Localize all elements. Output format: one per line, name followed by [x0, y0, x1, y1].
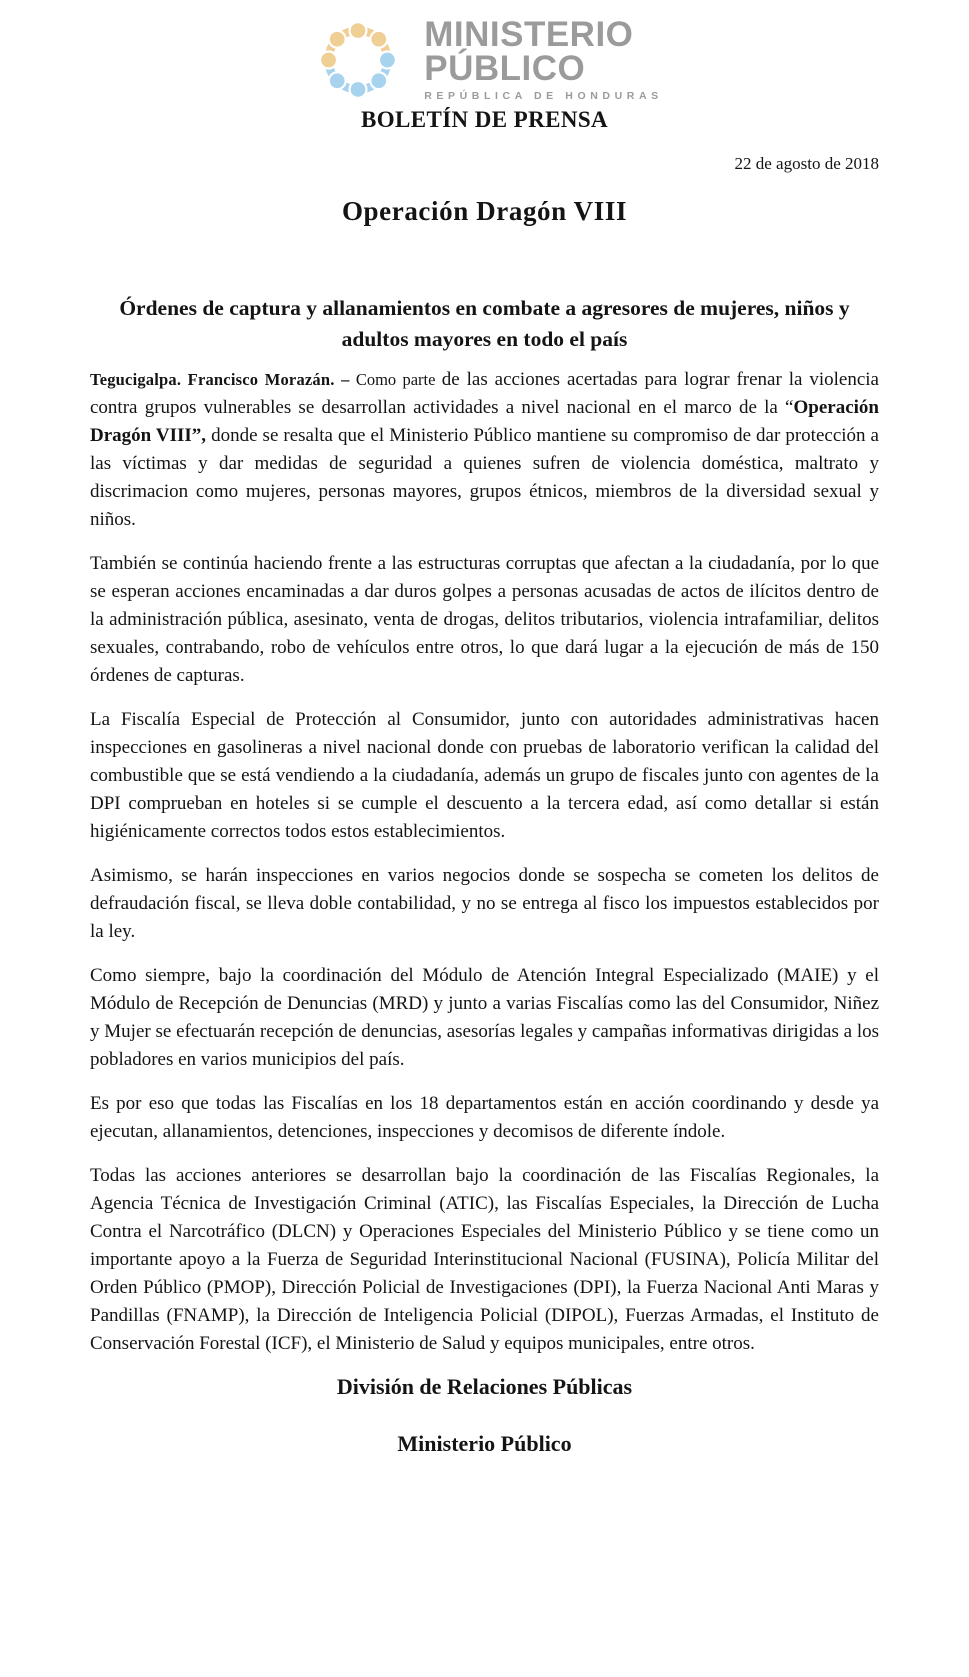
subtitle: Órdenes de captura y allanamientos en combate a agresores de mujeres, niños y adultos mayores en todo el país: [119, 296, 850, 351]
paragraph-2: También se continúa haciendo frente a las estructuras corruptas que afectan a la ciudadanía, por lo que se esperan acciones encaminadas a dar duros golpes a personas acusadas de actos de ilícitos dentro de la administración pública, asesinato, venta de drogas, delitos tributarios, violencia intrafamiliar, delitos sexuales, contrabando, robo de vehículos entre otros, lo que dará lugar a la ejecución de más de 150 órdenes de capturas.: [90, 553, 879, 687]
paragraph-7: Todas las acciones anteriores se desarrollan bajo la coordinación de las Fiscalías Regionales, la Agencia Técnica de Investigación Criminal (ATIC), las Fiscalías Especiales, la Dirección de Lucha Contra el Narcotráfico (DLCN) y Operaciones Especiales del Ministerio Público y se tiene como un importante apoyo a la Fuerza de Seguridad Interinstitucional Nacional (FUSINA), Policía Militar del Orden Público (PMOP), Dirección Policial de Investigaciones (DPI), la Fuerza Nacional Anti Maras y Pandillas (FNAMP), la Dirección de Inteligencia Policial (DIPOL), Fuerzas Armadas, el Instituto de Conservación Forestal (ICF), el Ministerio de Salud y equipos municipales, entre otros.: [90, 1165, 879, 1355]
bulletin-title: BOLETÍN DE PRENSA: [360, 107, 609, 132]
paragraph-4: Asimismo, se harán inspecciones en varios negocios donde se sospecha se cometen los delitos de defraudación fiscal, se lleva doble contabilidad, y no se entrega al fisco los impuestos establecidos por la ley.: [90, 865, 879, 943]
press-release-body: [90, 366, 879, 1358]
logo-tagline: REPÚBLICA DE HONDURAS: [424, 90, 663, 103]
ministerio-publico-logo: [90, 14, 879, 106]
logo-brand-line2: PÚBLICO: [424, 48, 586, 88]
paragraph-3: La Fiscalía Especial de Protección al Consumidor, junto con autoridades administrativas hacen inspecciones en gasolineras a nivel nacional donde con pruebas de laboratorio verifican la calidad del combustible que se está vendiendo a la ciudadanía, además un grupo de fiscales junto con agentes de la DPI comprueban en hoteles si se cumple el descuento a la tercera edad, así como detallar si están higiénicamente correctos todos estos establecimientos.: [90, 709, 879, 843]
people-circle-logo-icon: [306, 14, 410, 106]
page-title: Operación Dragón VIII: [341, 196, 628, 226]
document-date: 22 de agosto de 2018: [734, 154, 879, 173]
paragraph-6: Es por eso que todas las Fiscalías en los 18 departamentos están en acción coordinando y desde ya ejecutan, allanamientos, detenciones, inspecciones y decomisos de diferente índole.: [90, 1093, 879, 1143]
paragraph-1-lead: Como parte: [349, 370, 442, 390]
paragraph-1: [90, 366, 879, 534]
paragraph-5: Como siempre, bajo la coordinación del Módulo de Atención Integral Especializado (MAIE) y el Módulo de Recepción de Denuncias (MRD) y junto a varias Fiscalías como las del Consumidor, Niñez y Mujer se efectuarán recepción de denuncias, asesorías legales y campañas informativas dirigidas a los pobladores en varios municipios del país.: [90, 965, 879, 1071]
footer-division: División de Relaciones Públicas: [336, 1374, 633, 1400]
logo-wordmark: [424, 14, 663, 103]
paragraph-1-text-b: donde se resalta que el Ministerio Público mantiene su compromiso de dar protección a las víctimas y dar medidas de seguridad a quienes sufren de violencia doméstica, maltrato y discrimacion como mujeres, personas mayores, grupos étnicos, miembros de la diversidad sexual y niños.: [90, 425, 879, 531]
signature-block: [90, 1374, 879, 1457]
letterhead: [90, 14, 879, 133]
footer-ministry: Ministerio Público: [397, 1431, 572, 1457]
logo-brand-line1: MINISTERIO: [424, 14, 634, 54]
paragraph-1-text-a: de las acciones acertadas para lograr frenar la violencia contra grupos vulnerables se desarrollan actividades a nivel nacional en el marco de la “: [90, 369, 879, 419]
operation-name-bold: Operación Dragón VIII”,: [90, 397, 879, 447]
dateline: Tegucigalpa. Francisco Morazán. –: [90, 370, 350, 390]
